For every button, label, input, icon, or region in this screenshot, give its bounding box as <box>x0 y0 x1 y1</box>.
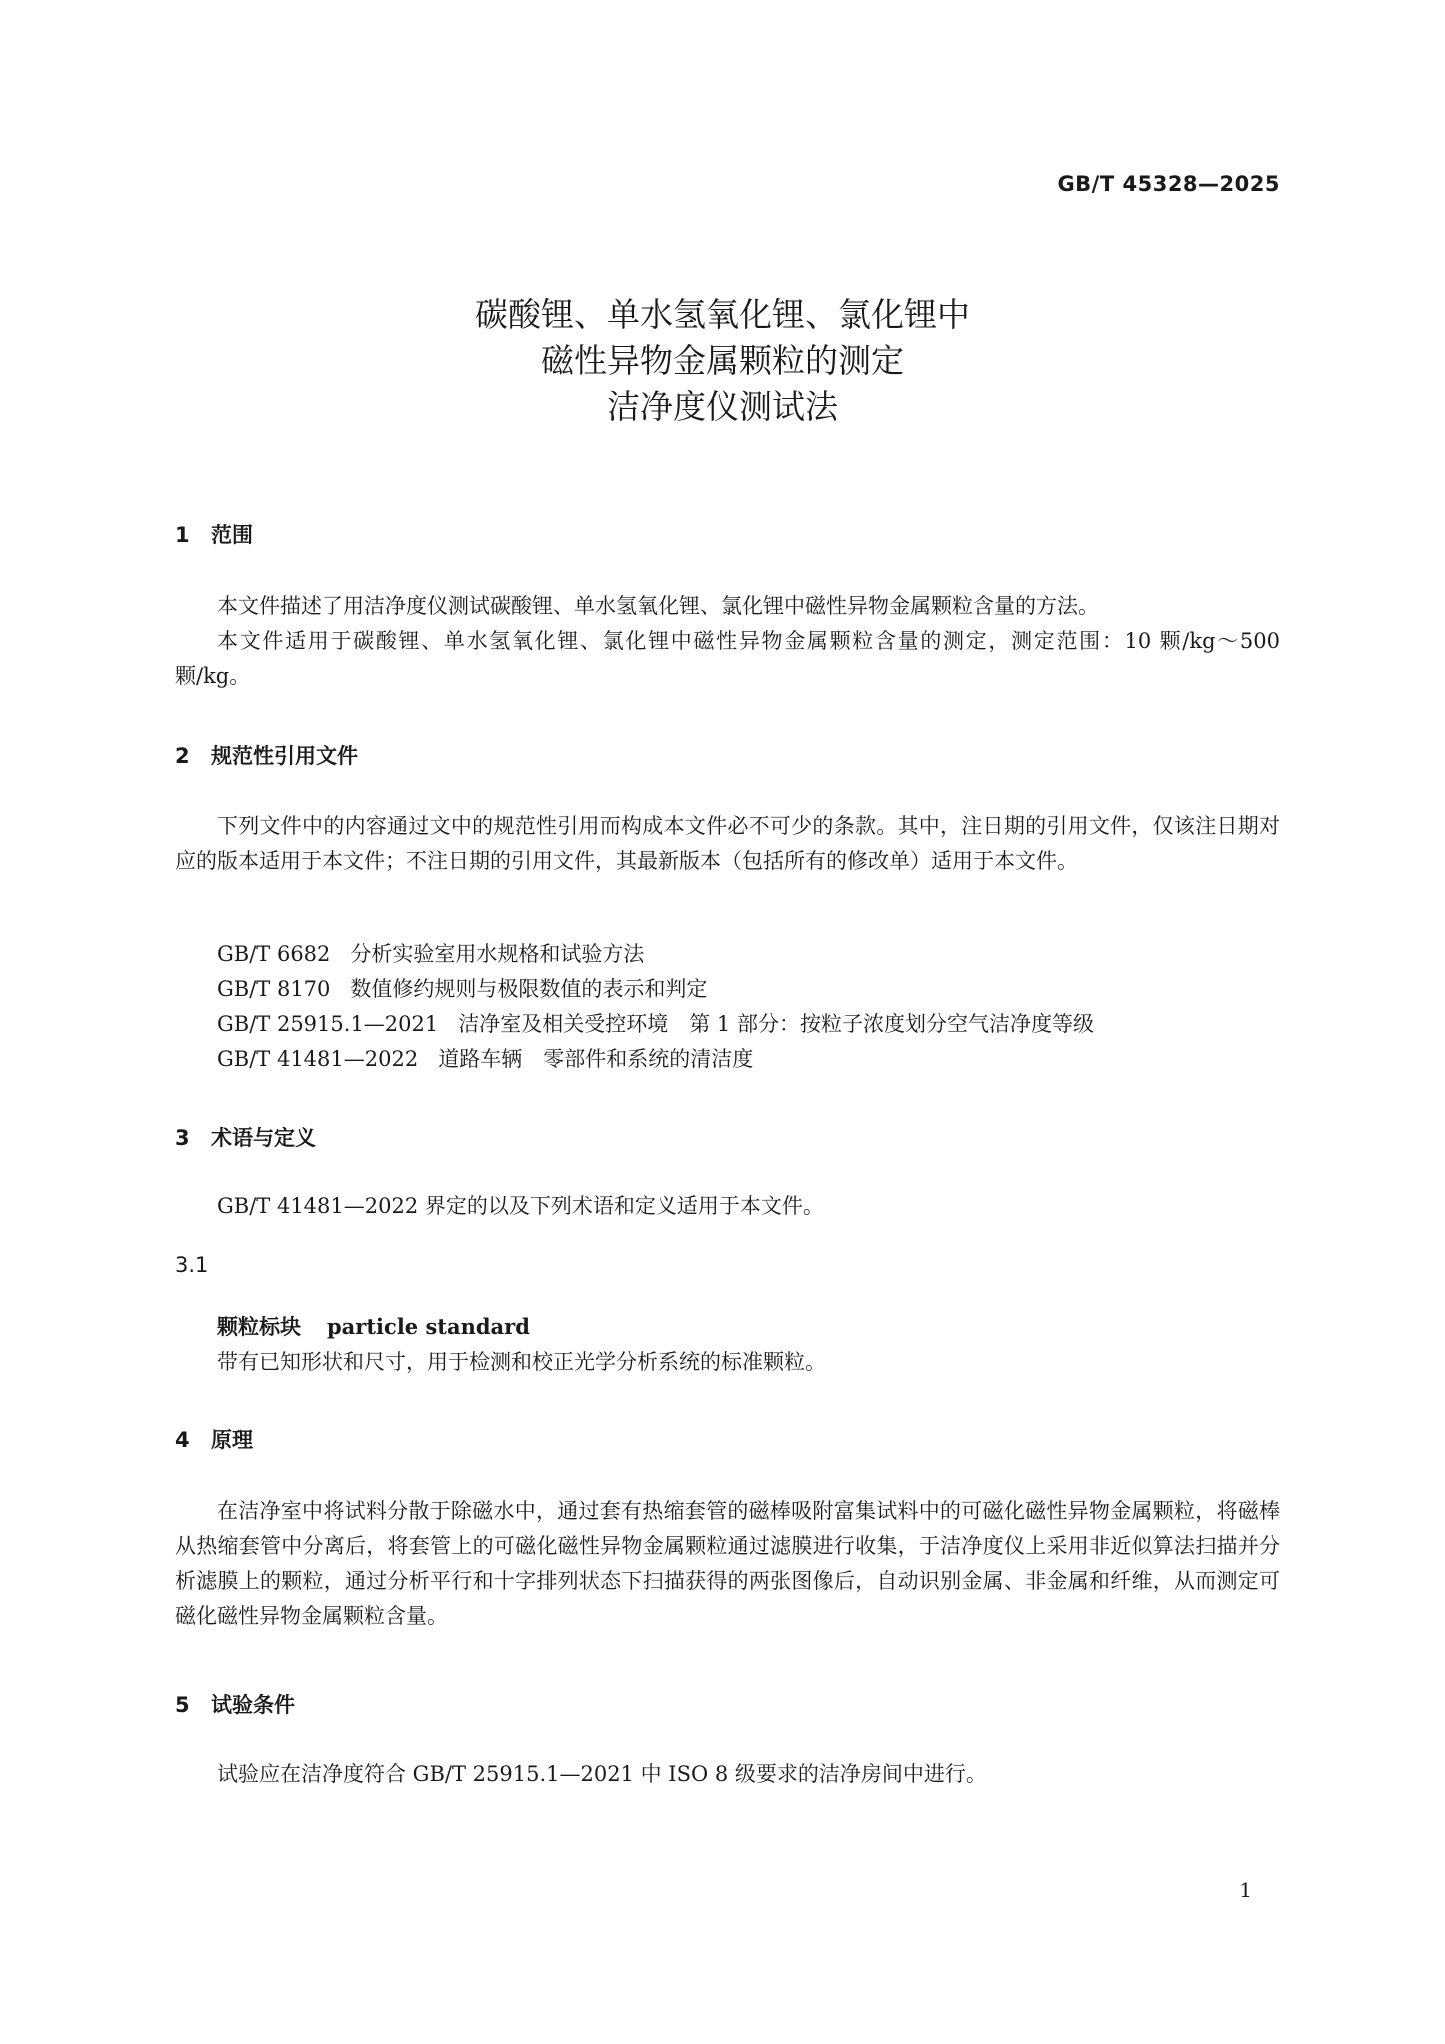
term-english: particle standard <box>327 1314 530 1339</box>
reference-code: GB/T 41481—2022 <box>217 1047 419 1071</box>
term-chinese: 颗粒标块 <box>217 1315 301 1339</box>
reference-code: GB/T 25915.1—2021 <box>217 1012 439 1036</box>
standard-number: GB/T 45328—2025 <box>1057 172 1280 196</box>
page-number: 1 <box>1239 1878 1252 1902</box>
document-title <box>0 292 1445 430</box>
section-3-paragraph-1: GB/T 41481—2022 界定的以及下列术语和定义适用于本文件。 <box>217 1194 824 1218</box>
section-4-heading <box>175 1424 253 1454</box>
section-2-paragraph-1: 下列文件中的内容通过文中的规范性引用而构成本文件必不可少的条款。其中，注日期的引用文件，仅该注日期对应的版本适用于本文件；不注日期的引用文件，其最新版本（包括所有的修改单）适用于本文件。 <box>175 814 1280 873</box>
section-3-heading <box>175 1122 316 1152</box>
section-2-heading <box>175 740 358 770</box>
reference-title: 分析实验室用水规格和试验方法 <box>350 942 645 966</box>
reference-code: GB/T 8170 <box>217 977 331 1001</box>
title-line-2: 磁性异物金属颗粒的测定 <box>541 341 904 380</box>
term-definition: 带有已知形状和尺寸，用于检测和校正光学分析系统的标准颗粒。 <box>217 1350 826 1374</box>
section-number: 5 <box>175 1693 190 1717</box>
section-1-heading <box>175 519 253 549</box>
section-4-paragraph-1: 在洁净室中将试料分散于除磁水中，通过套有热缩套管的磁棒吸附富集试料中的可磁化磁性异物金属颗粒，将磁棒从热缩套管中分离后，将套管上的可磁化磁性异物金属颗粒通过滤膜进行收集，于洁净度仪上采用非近似算法扫描并分析滤膜上的颗粒，通过分析平行和十字排列状态下扫描获得的两张图像后，自动识别金属、非金属和纤维，从而测定可磁化磁性异物金属颗粒含量。 <box>175 1499 1280 1628</box>
normative-reference <box>217 938 644 968</box>
section-number: 3 <box>175 1126 190 1150</box>
normative-reference <box>217 1043 753 1073</box>
section-title: 术语与定义 <box>211 1126 316 1150</box>
section-5-heading <box>175 1689 295 1719</box>
section-number: 2 <box>175 744 190 768</box>
section-1-paragraph-2: 本文件适用于碳酸锂、单水氢氧化锂、氯化锂中磁性异物金属颗粒含量的测定，测定范围：10 颗/kg～500 颗/kg。 <box>175 629 1281 688</box>
section-number: 4 <box>175 1428 190 1452</box>
section-5-paragraph-1: 试验应在洁净度符合 GB/T 25915.1—2021 中 ISO 8 级要求的洁净房间中进行。 <box>217 1762 987 1786</box>
reference-title: 洁净室及相关受控环境 第 1 部分：按粒子浓度划分空气洁净度等级 <box>458 1012 1094 1036</box>
section-title: 规范性引用文件 <box>211 744 358 768</box>
normative-reference <box>217 1008 1094 1038</box>
reference-title: 数值修约规则与极限数值的表示和判定 <box>350 977 708 1001</box>
section-title: 原理 <box>211 1428 253 1452</box>
section-title: 范围 <box>211 523 253 547</box>
section-1-paragraph-1: 本文件描述了用洁净度仪测试碳酸锂、单水氢氧化锂、氯化锂中磁性异物金属颗粒含量的方法。 <box>217 594 1099 618</box>
title-line-1: 碳酸锂、单水氢氧化锂、氯化锂中 <box>475 295 970 334</box>
term-entry <box>217 1311 530 1341</box>
title-line-3: 洁净度仪测试法 <box>607 387 838 426</box>
reference-code: GB/T 6682 <box>217 942 331 966</box>
normative-reference <box>217 973 707 1003</box>
section-title: 试验条件 <box>211 1693 295 1717</box>
subclause-number: 3.1 <box>175 1253 209 1277</box>
section-number: 1 <box>175 523 190 547</box>
reference-title: 道路车辆 零部件和系统的清洁度 <box>438 1047 754 1071</box>
